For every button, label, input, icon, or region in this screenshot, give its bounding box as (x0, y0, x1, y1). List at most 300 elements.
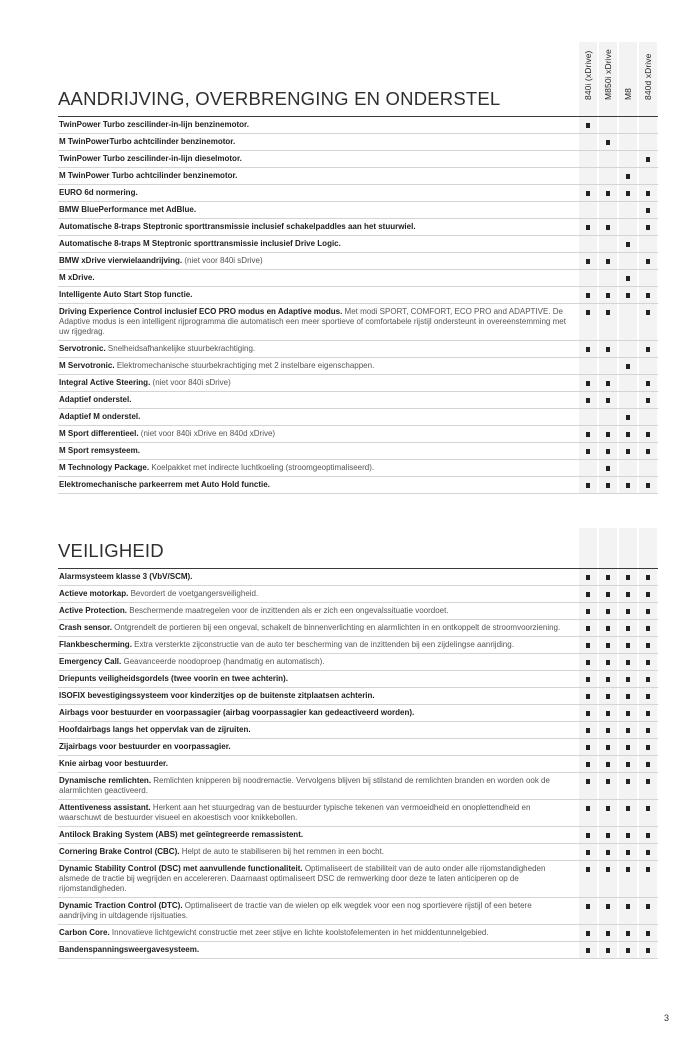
standard-mark-icon (606, 728, 611, 733)
table-row (58, 773, 658, 800)
availability-cell (599, 671, 617, 687)
availability-cell (639, 942, 657, 958)
availability-cell (579, 304, 597, 340)
row-description: Optimaliseert de tractie van de wielen op elk wegdek voor een nog sportievere rijstijl of een betere aandrijving in uitdagende rijsituaties. (59, 901, 532, 920)
availability-cell (579, 844, 597, 860)
availability-cell (579, 942, 597, 958)
row-label: Automatische 8-traps M Steptronic sporttransmissie inclusief Drive Logic. (59, 239, 341, 248)
row-text (58, 460, 567, 476)
availability-cell (639, 168, 657, 184)
standard-mark-icon (626, 677, 631, 682)
standard-mark-icon (606, 225, 611, 230)
availability-cell (619, 569, 637, 585)
standard-mark-icon (626, 850, 631, 855)
column-header: 840i (xDrive) (579, 42, 597, 116)
availability-cell (619, 603, 637, 619)
row-label: M TwinPower Turbo achtcilinder benzinemotor. (59, 171, 238, 180)
availability-cell (619, 443, 637, 459)
table-row (58, 586, 658, 603)
standard-mark-icon (606, 711, 611, 716)
row-text (58, 304, 567, 340)
standard-mark-icon (646, 449, 651, 454)
availability-cell (579, 392, 597, 408)
standard-mark-icon (606, 626, 611, 631)
availability-cells (579, 861, 658, 897)
standard-mark-icon (586, 259, 591, 264)
row-label: Carbon Core. (59, 928, 110, 937)
availability-cell (639, 304, 657, 340)
standard-mark-icon (586, 293, 591, 298)
availability-cell (579, 443, 597, 459)
availability-cells (579, 586, 658, 602)
availability-cell (619, 460, 637, 476)
availability-cell (599, 185, 617, 201)
standard-mark-icon (646, 850, 651, 855)
availability-cells (579, 426, 658, 442)
row-description: Helpt de auto te stabiliseren bij het remmen in een bocht. (181, 847, 385, 856)
availability-cells (579, 942, 658, 958)
table-row (58, 287, 658, 304)
standard-mark-icon (586, 745, 591, 750)
row-label: Driving Experience Control inclusief ECO PRO modus en Adaptive modus. (59, 307, 343, 316)
availability-cell (619, 654, 637, 670)
row-description: Snelheidsafhankelijke stuurbekrachtiging. (107, 344, 256, 353)
standard-mark-icon (586, 779, 591, 784)
standard-mark-icon (646, 643, 651, 648)
table-row (58, 898, 658, 925)
standard-mark-icon (646, 310, 651, 315)
availability-cell (619, 477, 637, 493)
standard-mark-icon (606, 191, 611, 196)
availability-cell (639, 117, 657, 133)
availability-cell (579, 671, 597, 687)
availability-cell (579, 898, 597, 924)
availability-cell (579, 409, 597, 425)
row-text (58, 375, 567, 391)
availability-cell (619, 151, 637, 167)
standard-mark-icon (586, 347, 591, 352)
standard-mark-icon (626, 191, 631, 196)
availability-cell (599, 773, 617, 799)
standard-mark-icon (606, 483, 611, 488)
row-label: Emergency Call. (59, 657, 122, 666)
availability-cell (639, 270, 657, 286)
row-label: M Technology Package. (59, 463, 150, 472)
availability-cells (579, 756, 658, 772)
table-row (58, 236, 658, 253)
row-label: Driepunts veiligheidsgordels (twee voorin en twee achterin). (59, 674, 288, 683)
availability-cells (579, 722, 658, 738)
availability-cells (579, 117, 658, 133)
row-description: Geavanceerde noodoproep (handmatig en automatisch). (123, 657, 325, 666)
standard-mark-icon (606, 677, 611, 682)
table-row (58, 304, 658, 341)
row-label: M TwinPowerTurbo achtcilinder benzinemotor. (59, 137, 236, 146)
availability-cell (639, 287, 657, 303)
standard-mark-icon (606, 806, 611, 811)
row-text (58, 620, 567, 636)
table-row (58, 654, 658, 671)
availability-cell (599, 151, 617, 167)
table-row (58, 358, 658, 375)
row-label: Bandenspanningsweergavesysteem. (59, 945, 200, 954)
row-label: Hoofdairbags langs het oppervlak van de zijruiten. (59, 725, 251, 734)
availability-cell (619, 844, 637, 860)
row-text (58, 671, 567, 687)
standard-mark-icon (626, 609, 631, 614)
column-header (579, 528, 597, 568)
standard-mark-icon (646, 293, 651, 298)
availability-cell (639, 800, 657, 826)
availability-cell (599, 236, 617, 252)
row-text (58, 739, 567, 755)
availability-cell (639, 358, 657, 374)
availability-cell (599, 392, 617, 408)
column-headers (579, 528, 658, 568)
availability-cell (619, 270, 637, 286)
row-label: ISOFIX bevestigingssysteem voor kinderzitjes op de buitenste zitplaatsen achterin. (59, 691, 375, 700)
row-description: Ontgrendelt de portieren bij een ongeval, schakelt de binnenverlichting en alarmlichten in en ontkoppelt de stroomvoorziening. (114, 623, 561, 632)
standard-mark-icon (646, 259, 651, 264)
standard-mark-icon (586, 806, 591, 811)
availability-cell (639, 827, 657, 843)
availability-cell (639, 341, 657, 357)
table-row (58, 375, 658, 392)
standard-mark-icon (586, 904, 591, 909)
availability-cell (639, 392, 657, 408)
standard-mark-icon (586, 575, 591, 580)
row-text (58, 168, 567, 184)
standard-mark-icon (606, 833, 611, 838)
column-header: M8 (619, 42, 637, 116)
availability-cells (579, 477, 658, 493)
availability-cell (599, 569, 617, 585)
table-row (58, 168, 658, 185)
availability-cells (579, 341, 658, 357)
standard-mark-icon (626, 948, 631, 953)
row-label: Flankbescherming. (59, 640, 132, 649)
availability-cells (579, 219, 658, 235)
column-header (599, 528, 617, 568)
availability-cell (579, 358, 597, 374)
standard-mark-icon (626, 762, 631, 767)
standard-mark-icon (606, 850, 611, 855)
row-text (58, 654, 567, 670)
standard-mark-icon (646, 609, 651, 614)
standard-mark-icon (626, 626, 631, 631)
standard-mark-icon (646, 208, 651, 213)
table-row (58, 477, 658, 494)
availability-cells (579, 637, 658, 653)
standard-mark-icon (626, 745, 631, 750)
standard-mark-icon (646, 948, 651, 953)
availability-cells (579, 270, 658, 286)
availability-cell (579, 253, 597, 269)
availability-cell (599, 409, 617, 425)
row-text (58, 586, 567, 602)
row-label: Elektromechanische parkeerrem met Auto Hold functie. (59, 480, 270, 489)
availability-cell (599, 586, 617, 602)
row-label: Automatische 8-traps Steptronic sporttransmissie inclusief schakelpaddles aan het stuurwiel. (59, 222, 416, 231)
standard-mark-icon (606, 381, 611, 386)
standard-mark-icon (586, 398, 591, 403)
standard-mark-icon (586, 867, 591, 872)
availability-cell (639, 443, 657, 459)
row-description: Beschermende maatregelen voor de inzittenden als er zich een ongevalssituatie voordoet. (129, 606, 449, 615)
row-label: Actieve motorkap. (59, 589, 129, 598)
row-text (58, 688, 567, 704)
standard-mark-icon (626, 449, 631, 454)
row-label: Intelligente Auto Start Stop functie. (59, 290, 193, 299)
availability-cells (579, 620, 658, 636)
row-label: Integral Active Steering. (59, 378, 151, 387)
table-row (58, 270, 658, 287)
availability-cell (579, 341, 597, 357)
availability-cell (599, 477, 617, 493)
availability-cell (579, 861, 597, 897)
section-title: AANDRIJVING, OVERBRENGING EN ONDERSTEL (58, 88, 501, 109)
standard-mark-icon (586, 850, 591, 855)
row-label: Zijairbags voor bestuurder en voorpassagier. (59, 742, 231, 751)
availability-cell (599, 341, 617, 357)
row-label: TwinPower Turbo zescilinder-in-lijn benzinemotor. (59, 120, 249, 129)
availability-cell (579, 185, 597, 201)
table-row (58, 827, 658, 844)
availability-cell (619, 168, 637, 184)
row-text (58, 185, 567, 201)
standard-mark-icon (586, 660, 591, 665)
availability-cell (639, 722, 657, 738)
row-label: Crash sensor. (59, 623, 112, 632)
row-label: BMW xDrive vierwielaandrijving. (59, 256, 183, 265)
standard-mark-icon (606, 762, 611, 767)
column-headers (579, 42, 658, 116)
availability-cells (579, 569, 658, 585)
section-header (58, 528, 658, 569)
availability-cell (639, 134, 657, 150)
availability-cells (579, 654, 658, 670)
availability-cell (639, 603, 657, 619)
row-text (58, 722, 567, 738)
row-label: M Servotronic. (59, 361, 115, 370)
section-header (58, 42, 658, 117)
availability-cell (619, 409, 637, 425)
row-label: Attentiveness assistant. (59, 803, 151, 812)
standard-mark-icon (626, 867, 631, 872)
standard-mark-icon (626, 174, 631, 179)
standard-mark-icon (586, 762, 591, 767)
standard-mark-icon (646, 347, 651, 352)
row-description: Optimaliseert de stabiliteit van de auto onder alle rijomstandigheden alsmede de tractie bij wegrijden en accelereren. Daarnaast optimaliseert DSC de remwerking door deze te laten anticiperen op de rijomstandigheden. (59, 864, 546, 893)
column-header (639, 528, 657, 568)
standard-mark-icon (646, 432, 651, 437)
table-row (58, 460, 658, 477)
standard-mark-icon (606, 948, 611, 953)
row-text (58, 705, 567, 721)
standard-mark-icon (646, 806, 651, 811)
availability-cells (579, 800, 658, 826)
standard-mark-icon (626, 779, 631, 784)
standard-mark-icon (646, 779, 651, 784)
availability-cell (599, 925, 617, 941)
availability-cell (619, 688, 637, 704)
availability-cell (579, 477, 597, 493)
standard-mark-icon (606, 745, 611, 750)
row-label: M xDrive. (59, 273, 95, 282)
availability-cell (599, 942, 617, 958)
availability-cell (619, 392, 637, 408)
availability-cell (619, 185, 637, 201)
standard-mark-icon (626, 242, 631, 247)
row-text (58, 756, 567, 772)
availability-cell (599, 756, 617, 772)
standard-mark-icon (606, 660, 611, 665)
standard-mark-icon (646, 762, 651, 767)
row-text (58, 637, 567, 653)
availability-cells (579, 253, 658, 269)
row-text (58, 800, 567, 826)
availability-cell (599, 861, 617, 897)
availability-cells (579, 925, 658, 941)
availability-cell (599, 898, 617, 924)
availability-cell (579, 287, 597, 303)
column-header: M850i xDrive (599, 42, 617, 116)
table-row (58, 392, 658, 409)
standard-mark-icon (646, 660, 651, 665)
table-row (58, 341, 658, 358)
row-label: Antilock Braking System (ABS) met geïntegreerde remassistent. (59, 830, 304, 839)
standard-mark-icon (646, 592, 651, 597)
row-label: Servotronic. (59, 344, 106, 353)
availability-cells (579, 358, 658, 374)
row-text (58, 861, 567, 897)
row-label: Alarmsysteem klasse 3 (VbV/SCM). (59, 572, 193, 581)
row-text (58, 287, 567, 303)
standard-mark-icon (586, 225, 591, 230)
column-header: 840d xDrive (639, 42, 657, 116)
availability-cell (639, 773, 657, 799)
standard-mark-icon (586, 609, 591, 614)
availability-cell (579, 705, 597, 721)
availability-cell (579, 827, 597, 843)
standard-mark-icon (646, 694, 651, 699)
row-text (58, 134, 567, 150)
row-text (58, 358, 567, 374)
row-text (58, 773, 567, 799)
section-title: VEILIGHEID (58, 540, 164, 561)
availability-cell (579, 236, 597, 252)
standard-mark-icon (626, 904, 631, 909)
standard-mark-icon (586, 694, 591, 699)
availability-cell (579, 460, 597, 476)
standard-mark-icon (626, 931, 631, 936)
row-text (58, 898, 567, 924)
availability-cell (619, 756, 637, 772)
availability-cell (619, 705, 637, 721)
availability-cell (599, 375, 617, 391)
availability-cell (599, 168, 617, 184)
availability-cell (579, 756, 597, 772)
standard-mark-icon (646, 711, 651, 716)
availability-cells (579, 375, 658, 391)
row-label: BMW BluePerformance met AdBlue. (59, 205, 197, 214)
row-description: Koelpakket met indirecte luchtkoeling (stroomgeoptimaliseerd). (151, 463, 375, 472)
row-text (58, 341, 567, 357)
availability-cells (579, 773, 658, 799)
availability-cell (599, 603, 617, 619)
standard-mark-icon (606, 310, 611, 315)
availability-cell (619, 827, 637, 843)
row-label: Dynamic Stability Control (DSC) met aanvullende functionaliteit. (59, 864, 303, 873)
availability-cells (579, 151, 658, 167)
standard-mark-icon (606, 466, 611, 471)
availability-cell (579, 739, 597, 755)
row-label: EURO 6d normering. (59, 188, 138, 197)
row-description: (niet voor 840i xDrive en 840d xDrive) (140, 429, 276, 438)
standard-mark-icon (626, 728, 631, 733)
table-row (58, 722, 658, 739)
availability-cell (579, 925, 597, 941)
availability-cell (639, 409, 657, 425)
standard-mark-icon (646, 483, 651, 488)
standard-mark-icon (646, 575, 651, 580)
availability-cell (579, 168, 597, 184)
availability-cell (619, 117, 637, 133)
availability-cell (619, 304, 637, 340)
availability-cells (579, 739, 658, 755)
availability-cell (599, 705, 617, 721)
row-description: Remlichten knipperen bij noodremactie. Vervolgens blijven bij stilstand de remlichten branden en worden ook de alarmlichten geactiveerd. (59, 776, 550, 795)
availability-cell (639, 925, 657, 941)
table-row (58, 603, 658, 620)
availability-cells (579, 603, 658, 619)
row-description: Elektromechanische stuurbekrachtiging met 2 instelbare eigenschappen. (116, 361, 375, 370)
table-row (58, 705, 658, 722)
availability-cell (639, 460, 657, 476)
row-label: Airbags voor bestuurder en voorpassagier (airbag voorpassagier kan gedeactiveerd worden). (59, 708, 415, 717)
standard-mark-icon (626, 432, 631, 437)
standard-mark-icon (646, 398, 651, 403)
availability-cell (579, 586, 597, 602)
standard-mark-icon (586, 643, 591, 648)
standard-mark-icon (646, 728, 651, 733)
standard-mark-icon (626, 592, 631, 597)
standard-mark-icon (606, 259, 611, 264)
table-row (58, 409, 658, 426)
availability-cell (599, 358, 617, 374)
availability-cell (579, 654, 597, 670)
availability-cell (599, 219, 617, 235)
standard-mark-icon (626, 806, 631, 811)
availability-cell (599, 722, 617, 738)
row-description: Innovatieve lichtgewicht constructie met zeer stijve en lichte koolstofelementen in het middentunnelgebied. (111, 928, 489, 937)
availability-cells (579, 671, 658, 687)
standard-mark-icon (606, 140, 611, 145)
spec-table (58, 117, 658, 494)
row-text (58, 925, 567, 941)
standard-mark-icon (586, 931, 591, 936)
availability-cell (619, 202, 637, 218)
availability-cell (619, 341, 637, 357)
standard-mark-icon (586, 449, 591, 454)
row-label: Dynamic Traction Control (DTC). (59, 901, 183, 910)
availability-cell (619, 620, 637, 636)
availability-cell (619, 942, 637, 958)
standard-mark-icon (586, 432, 591, 437)
row-text (58, 844, 567, 860)
row-text (58, 392, 567, 408)
standard-mark-icon (626, 833, 631, 838)
